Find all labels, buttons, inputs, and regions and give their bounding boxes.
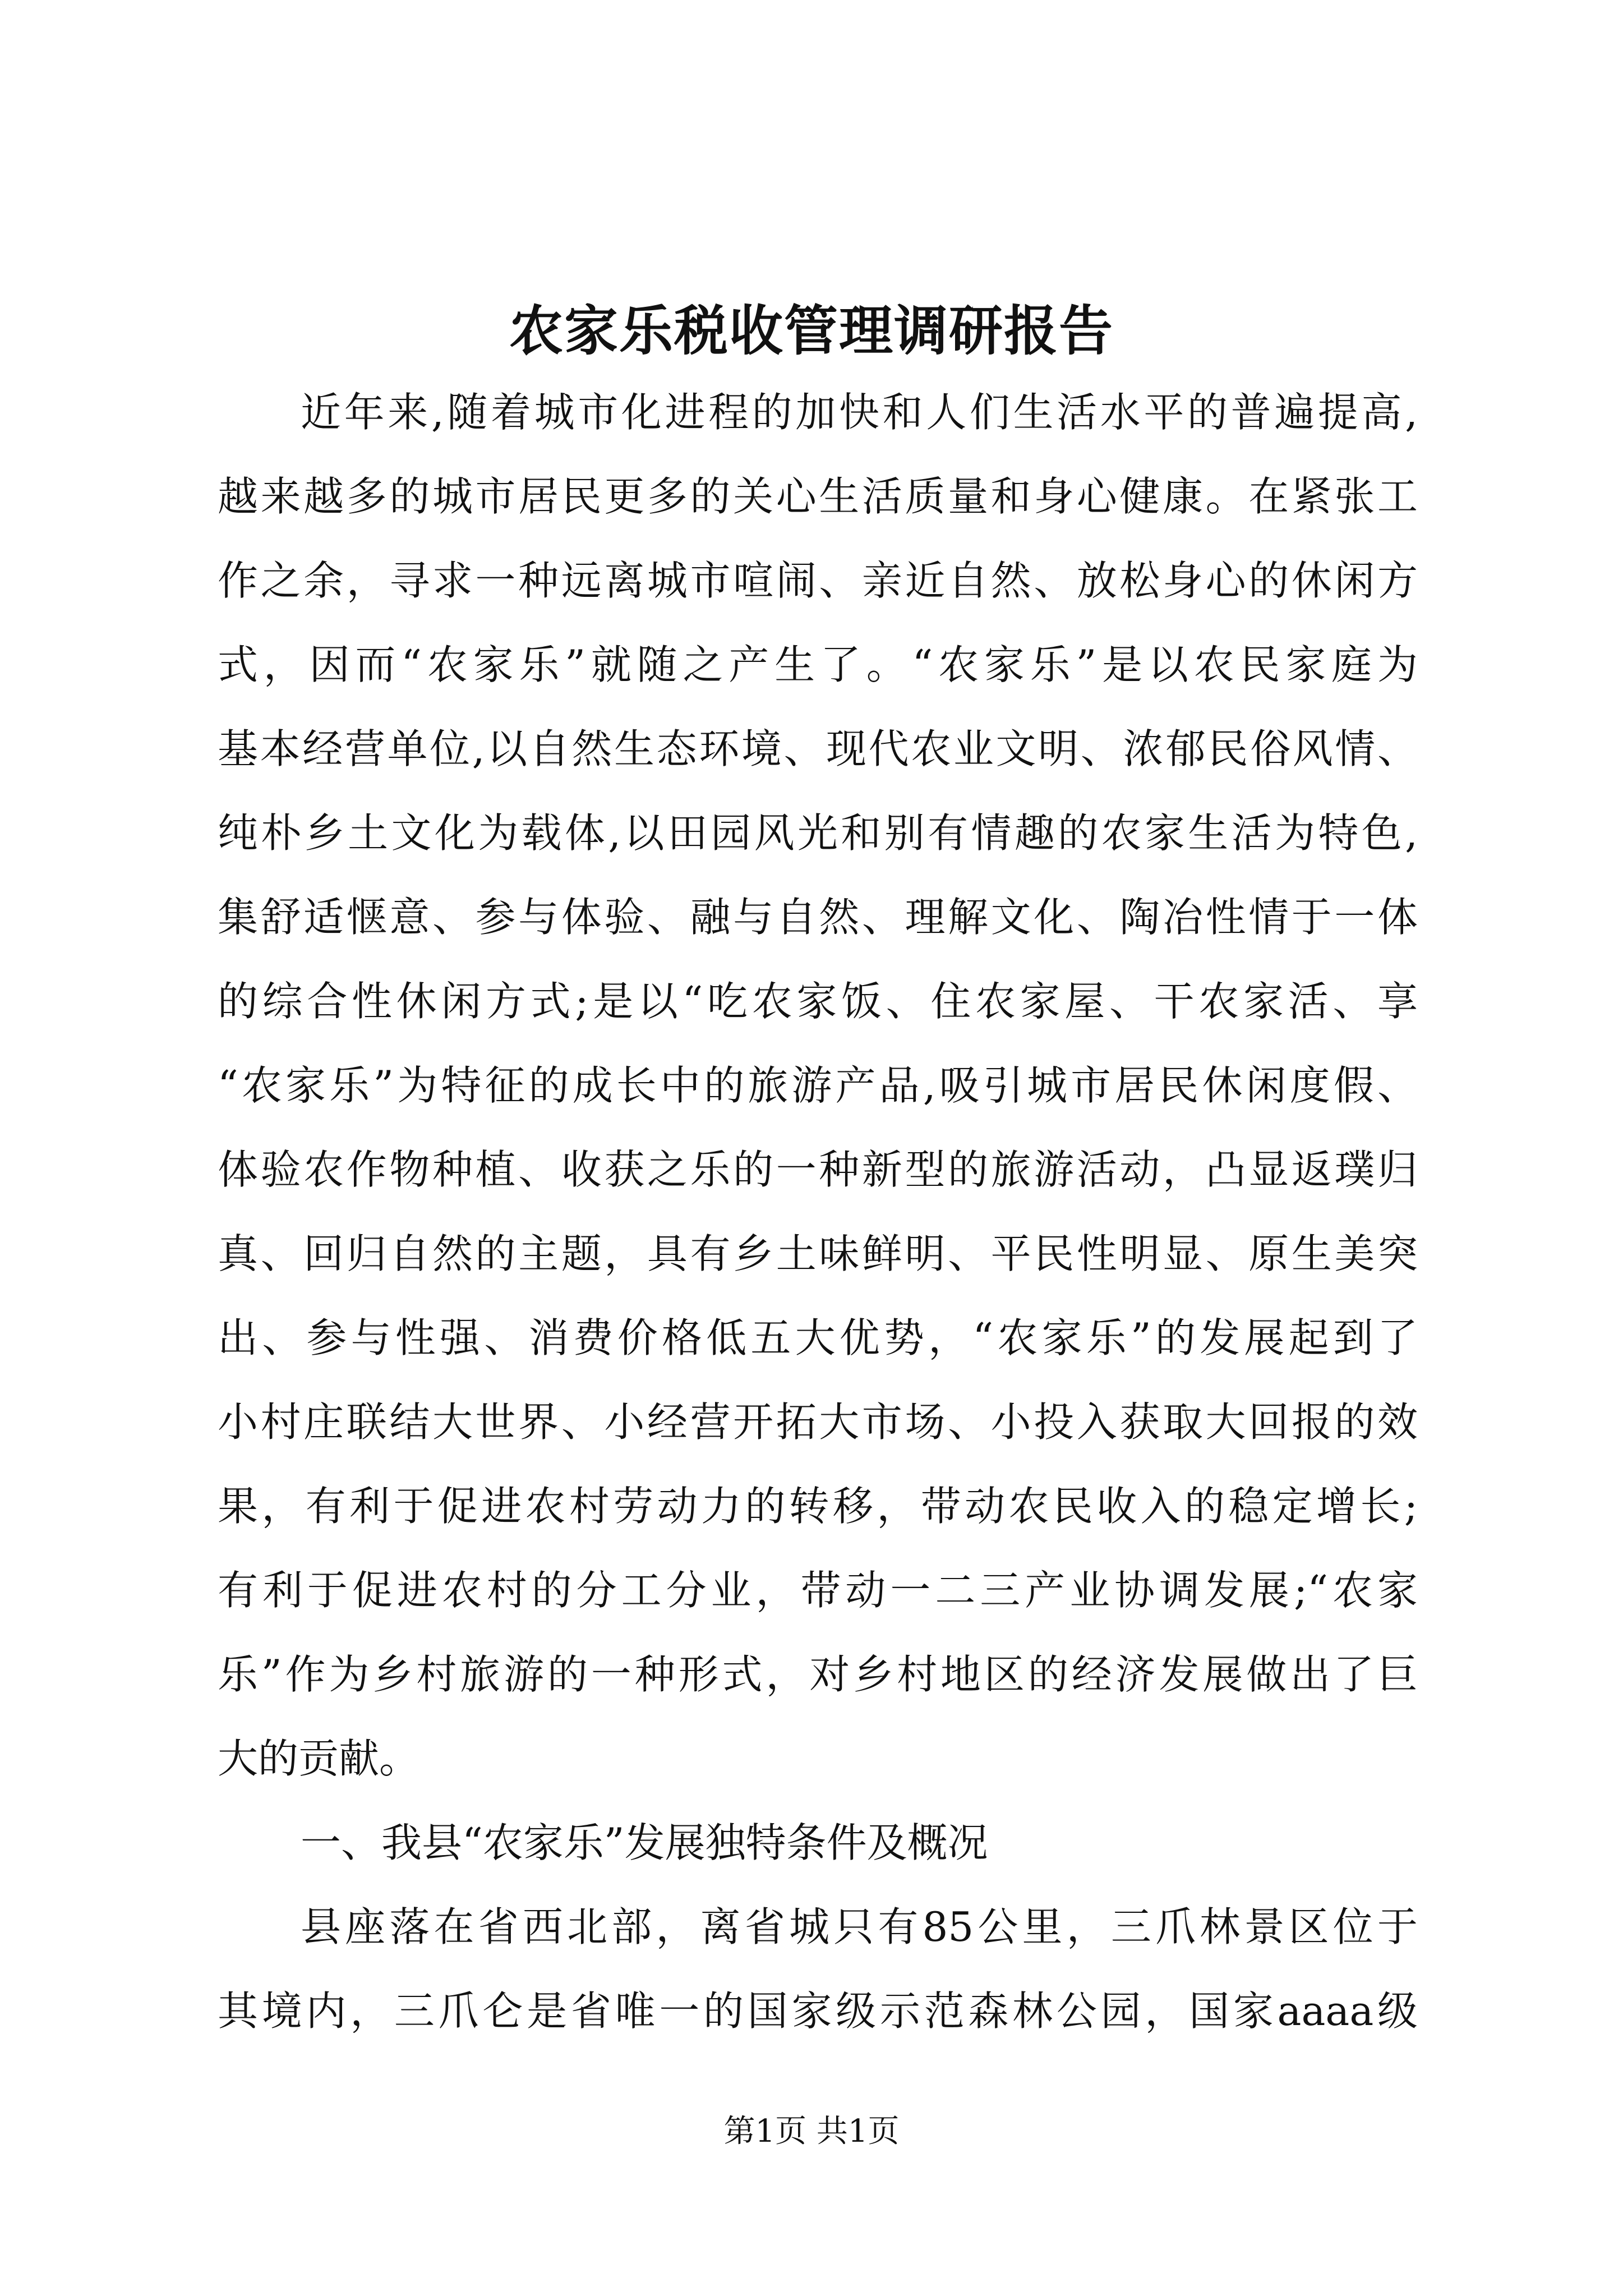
paragraph-line: 乐”作为乡村旅游的一种形式，对乡村地区的经济发展做出了巨 [218, 1651, 1418, 1698]
paragraph-line: 真、回归自然的主题，具有乡土味鲜明、平民性明显、原生美突 [218, 1230, 1418, 1277]
paragraph-line: 大的贡献。 [218, 1735, 420, 1782]
paragraph-line: 有利于促进农村的分工分业，带动一二三产业协调发展;“农家 [218, 1567, 1418, 1614]
paragraph-line: 体验农作物种植、收获之乐的一种新型的旅游活动，凸显返璞归 [218, 1146, 1418, 1193]
paragraph-line: 基本经营单位,以自然生态环境、现代农业文明、浓郁民俗风情、 [218, 725, 1418, 772]
paragraph-line: 纯朴乡土文化为载体,以田园风光和别有情趣的农家生活为特色, [218, 809, 1418, 857]
paragraph-line: 式，因而“农家乐”就随之产生了。“农家乐”是以农民家庭为 [218, 641, 1418, 688]
page-footer: 第1页 共1页 [723, 2113, 900, 2150]
document-body [218, 370, 1418, 2053]
paragraph-line: 其境内，三爪仑是省唯一的国家级示范森林公园，国家aaaa级 [218, 1987, 1418, 2035]
paragraph-line: 的综合性休闲方式;是以“吃农家饭、住农家屋、干农家活、享 [218, 978, 1418, 1025]
paragraph-line: “农家乐”为特征的成长中的旅游产品,吸引城市居民休闲度假、 [218, 1062, 1418, 1109]
paragraph-line: 小村庄联结大世界、小经营开拓大市场、小投入获取大回报的效 [218, 1398, 1418, 1446]
paragraph-line: 县座落在省西北部，离省城只有85公里，三爪林景区位于 [301, 1903, 1418, 1950]
paragraph-line: 集舒适惬意、参与体验、融与自然、理解文化、陶冶性情于一体 [218, 894, 1418, 941]
paragraph-line: 作之余，寻求一种远离城市喧闹、亲近自然、放松身心的休闲方 [218, 557, 1418, 604]
document-title: 农家乐税收管理调研报告 [509, 299, 1114, 362]
paragraph-line: 出、参与性强、消费价格低五大优势，“农家乐”的发展起到了 [218, 1314, 1418, 1361]
section-heading: 一、我县“农家乐”发展独特条件及概况 [301, 1819, 988, 1866]
paragraph-line: 近年来,随着城市化进程的加快和人们生活水平的普遍提高, [301, 389, 1418, 436]
paragraph-line: 越来越多的城市居民更多的关心生活质量和身心健康。在紧张工 [218, 473, 1418, 520]
paragraph-line: 果，有利于促进农村劳动力的转移，带动农民收入的稳定增长; [218, 1483, 1418, 1530]
